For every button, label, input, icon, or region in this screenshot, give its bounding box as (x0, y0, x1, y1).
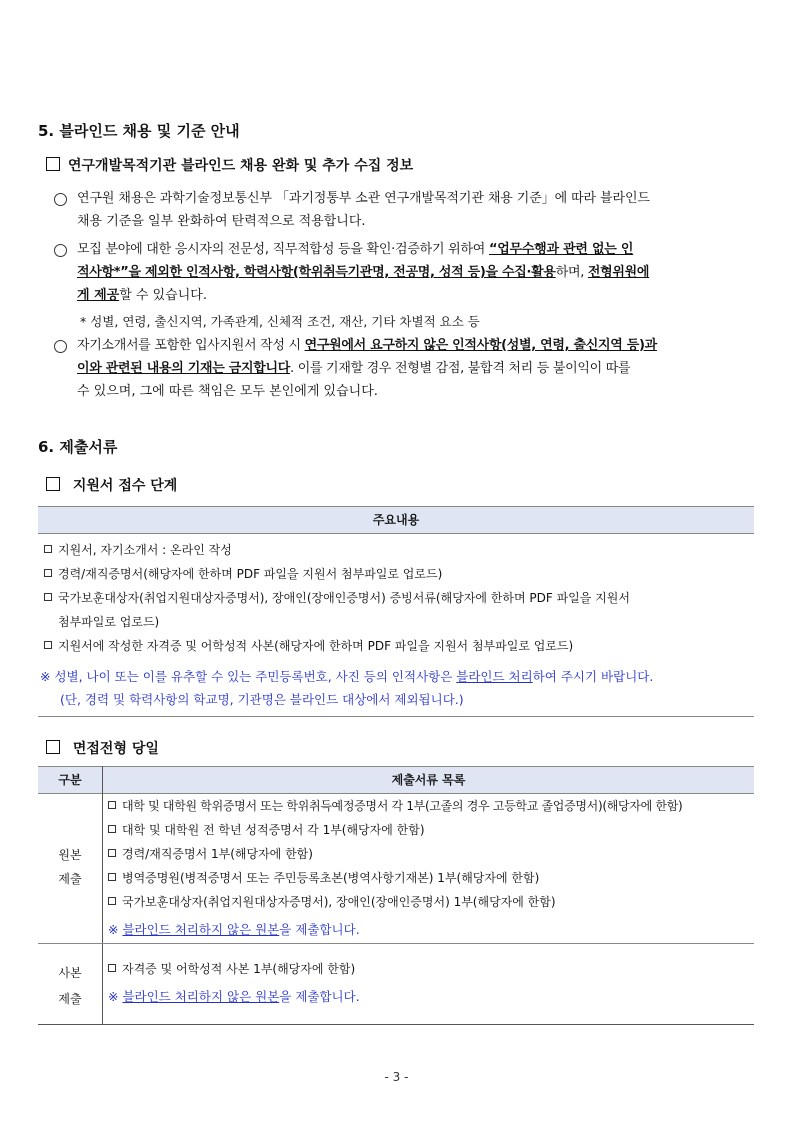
para-3-text: 자기소개서를 포함한 입사지원서 작성 시 (77, 338, 305, 353)
para-2-emphasis: 게 제공 (77, 288, 120, 303)
para-1 (54, 187, 754, 233)
table-2-header-category: 구분 (38, 766, 102, 794)
para-2-emphasis: 적사항*”을 제외한 인적사항, 학력사항(학위취득기관명, 전공명, 성적 등)을 수집·활용 (77, 265, 556, 280)
checkbox-icon (46, 157, 60, 171)
list-item: 국가보훈대상자(취업지원대상자증명서), 장애인(장애인증명서) 1부(해당자에 한함) (108, 890, 754, 914)
square-bullet-icon (44, 593, 52, 601)
table-1-body (44, 538, 754, 658)
subtitle-text: 연구개발목적기관 블라인드 채용 완화 및 추가 수집 정보 (68, 158, 414, 174)
subtitle-text: 면접전형 당일 (72, 741, 159, 757)
circle-bullet-icon (54, 193, 67, 206)
list-item: 경력/재직증명서(해당자에 한하며 PDF 파일을 지원서 첨부파일로 업로드) (44, 562, 754, 586)
section-5-title: 5. 블라인드 채용 및 기준 안내 (38, 122, 240, 140)
circle-bullet-icon (54, 340, 67, 353)
list-item-continuation: 첨부파일로 업로드) (58, 615, 160, 629)
table-2-bottom-border (38, 1024, 754, 1025)
copy-label: 사본 제출 (58, 966, 82, 1006)
list-item: 자격증 및 어학성적 사본 1부(해당자에 한함) (108, 957, 754, 981)
para-2-emphasis: “업무수행과 관련 없는 인 (488, 242, 634, 257)
square-bullet-icon (108, 897, 116, 905)
blind-notice: ※ 성별, 나이 또는 이를 유추할 수 있는 주민등록번호, 사진 등의 인적사항은 블라인드 처리하여 주시기 바랍니다. (단, 경력 및 학력사항의 학교명, 기관명은 블라인드 대상에서 제외됩니다.) (40, 669, 654, 707)
para-3-text: 수 있으며, 그에 따른 책임은 모두 본인에게 있습니다. (77, 384, 378, 399)
table-1-header: 주요내용 (38, 506, 754, 534)
square-bullet-icon (108, 801, 116, 809)
square-bullet-icon (44, 569, 52, 577)
section-6-title: 6. 제출서류 (38, 438, 118, 456)
list-item: 지원서에 작성한 자격증 및 어학성적 사본(해당자에 한하며 PDF 파일을 지원서 첨부파일로 업로드) (44, 634, 754, 658)
original-list (108, 794, 754, 942)
checkbox-icon (46, 740, 60, 754)
para-3-text: . 이를 기재할 경우 전형별 감점, 불합격 처리 등 불이익이 따를 (290, 361, 631, 376)
square-bullet-icon (108, 964, 116, 972)
list-item: 대학 및 대학원 학위증명서 또는 학위취득예정증명서 각 1부(고졸의 경우 고등학교 졸업증명서)(해당자에 한함) (108, 794, 754, 818)
para-2 (54, 238, 756, 307)
section-5-subtitle (46, 155, 413, 175)
para-1-line-2: 채용 기준을 일부 완화하여 탄력적으로 적용합니다. (77, 214, 366, 229)
divider (38, 716, 754, 717)
list-item: 병역증명원(병적증명서 또는 주민등록초본(병역사항기재본) 1부(해당자에 한함) (108, 866, 754, 890)
blind-processing-link: 블라인드 처리 (456, 669, 533, 684)
footnote: * 성별, 연령, 출신지역, 가족관계, 신체적 조건, 재산, 기타 차별적 요소 등 (80, 314, 480, 329)
para-2-text: 할 수 있습니다. (119, 288, 207, 303)
original-notice: ※ 블라인드 처리하지 않은 원본을 제출합니다. (108, 922, 360, 937)
para-3-emphasis: 이와 관련된 내용의 기재는 금지합니다 (77, 361, 291, 376)
list-item: 지원서, 자기소개서 : 온라인 작성 (44, 538, 754, 562)
copy-notice: ※ 블라인드 처리하지 않은 원본을 제출합니다. (108, 989, 360, 1004)
section-6-subtitle-1 (46, 475, 177, 495)
page-number: - 3 - (384, 1070, 409, 1084)
circle-bullet-icon (54, 244, 67, 257)
checkbox-icon (46, 477, 60, 491)
square-bullet-icon (108, 825, 116, 833)
list-item: 대학 및 대학원 전 학년 성적증명서 각 1부(해당자에 한함) (108, 818, 754, 842)
square-bullet-icon (44, 641, 52, 649)
list-item: 경력/재직증명서 1부(해당자에 한함) (108, 842, 754, 866)
square-bullet-icon (108, 873, 116, 881)
subtitle-text: 지원서 접수 단계 (72, 478, 178, 494)
para-1-line-1: 연구원 채용은 과학기술정보통신부 「과기정통부 소관 연구개발목적기관 채용 기준」에 따라 블라인드 (77, 191, 650, 206)
list-item: 국가보훈대상자(취업지원대상자증명서), 장애인(장애인증명서) 증빙서류(해당자에 한하며 PDF 파일을 지원서 (44, 586, 754, 610)
para-2-text: 모집 분야에 대한 응시자의 전문성, 직무적합성 등을 확인·검증하기 위하여 (77, 242, 489, 257)
square-bullet-icon (108, 849, 116, 857)
table-2-column-divider (102, 766, 103, 1024)
para-3 (54, 334, 756, 403)
section-6-subtitle-2 (46, 738, 159, 758)
copy-list (108, 957, 754, 1009)
para-2-text: 하며, (555, 265, 588, 280)
table-2-header-list: 제출서류 목록 (103, 766, 754, 794)
square-bullet-icon (44, 545, 52, 553)
para-3-emphasis: 연구원에서 요구하지 않은 인적사항(성별, 연령, 출신지역 등)과 (304, 338, 657, 353)
divider (38, 943, 754, 944)
original-label: 원본 제출 (58, 848, 82, 886)
para-2-emphasis: 전형위원에 (587, 265, 650, 280)
